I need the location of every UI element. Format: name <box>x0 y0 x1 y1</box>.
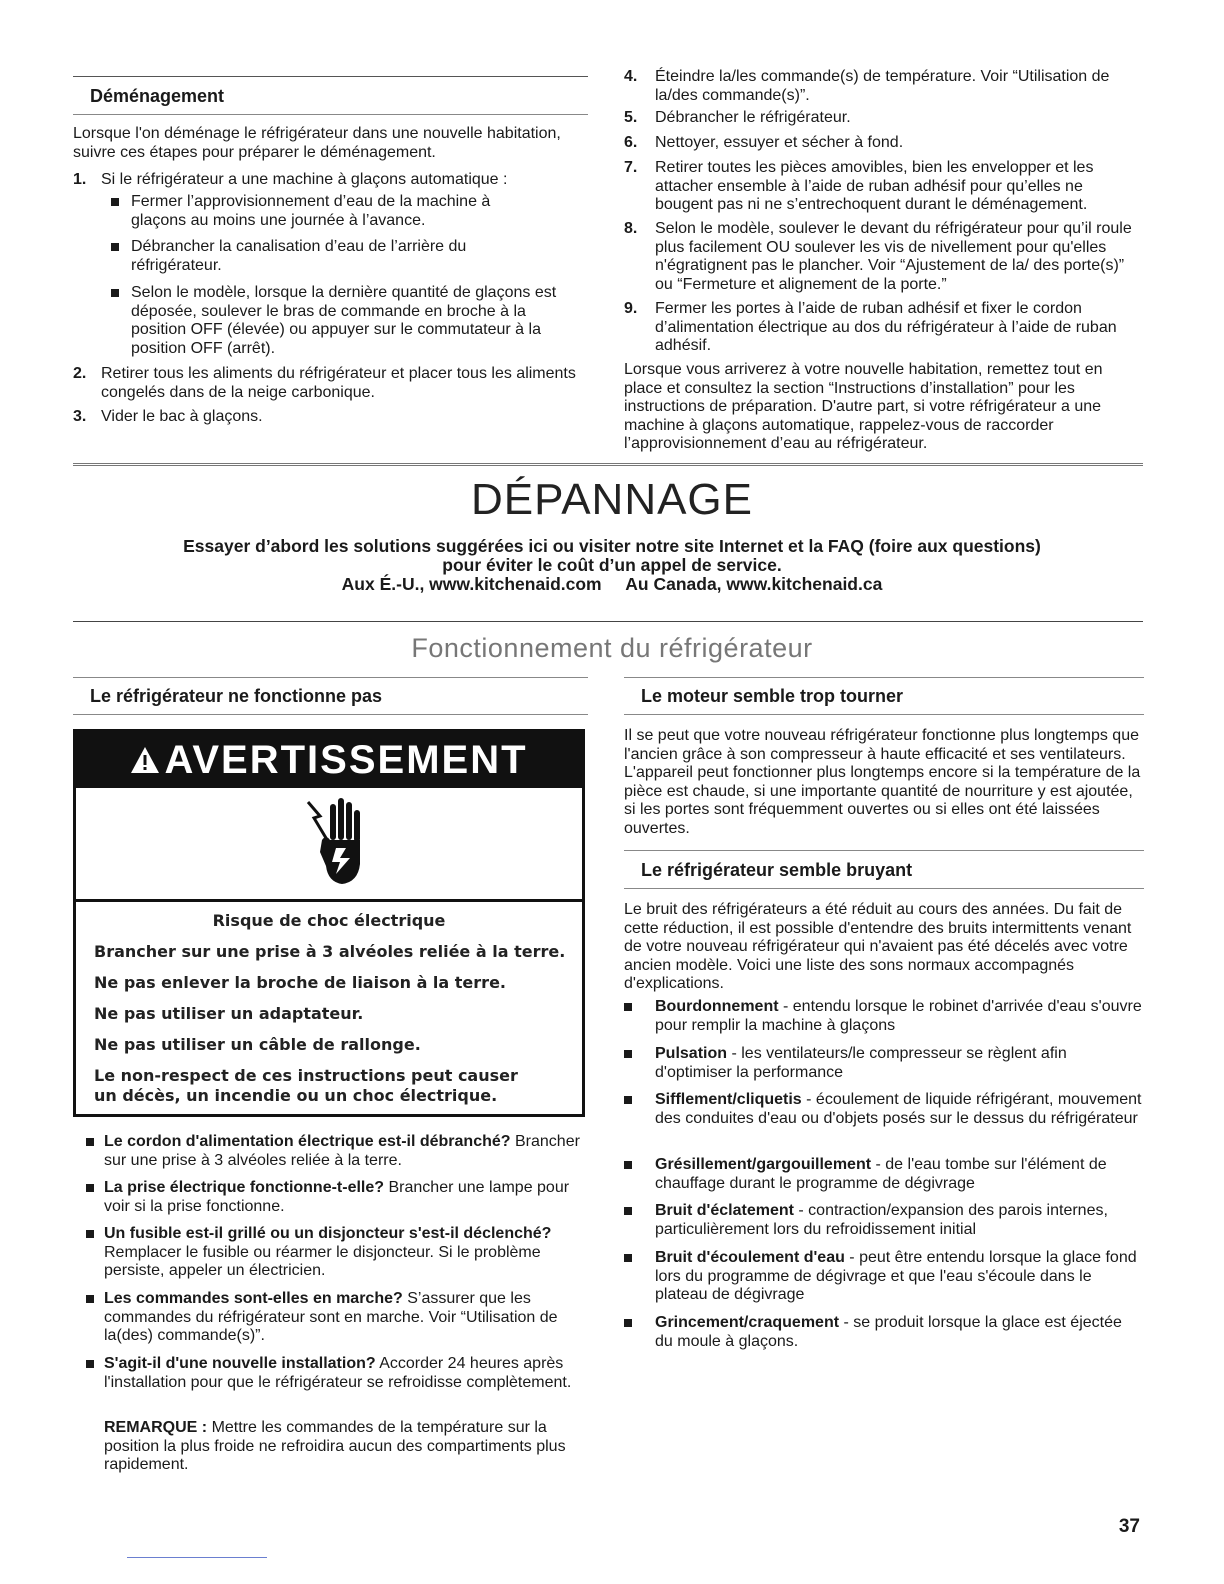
bullet-icon <box>624 1096 632 1104</box>
bullet-icon <box>86 1230 94 1238</box>
section-rule-top <box>73 76 588 77</box>
section-heading: Fonctionnement du réfrigérateur <box>411 633 813 663</box>
warning-box: AVERTISSEMENT Risque de choc électrique Brancher sur une prise à 3 alvéoles reliée à la terre. Ne pas enlever la broche de liaison à la terre. Ne pas utiliser un adaptateur. Ne pas utiliser un câble de rallonge. Le non-respect de ces instructions peut causer un décès, un incendie ou un choc électrique. <box>73 729 585 1117</box>
bullet-icon <box>624 1050 632 1058</box>
tagline: Essayer d’abord les solutions suggérées ici ou visiter notre site Internet et la FAQ (foire aux questions) pour éviter le coût d’un appel de service. Aux É.-U., www.kitchenaid.com Au Canada, www.kitchenaid.ca <box>183 536 1041 594</box>
list-item: 2. Retirer tous les aliments du réfrigérateur et placer tous les aliments congelés dans de la neige carbonique. <box>73 365 576 401</box>
section-rule <box>624 677 1144 678</box>
bullet-icon <box>86 1295 94 1303</box>
moving-title: Déménagement <box>90 86 225 106</box>
bullet-icon <box>86 1360 94 1368</box>
bullet-icon <box>624 1207 632 1215</box>
noisy-title: Le réfrigérateur semble bruyant <box>641 860 913 880</box>
bullet-icon <box>624 1319 632 1327</box>
list-item: Le cordon d'alimentation électrique est-il débranché? Brancher sur une prise à 3 alvéoles reliée à la terre. <box>86 1133 586 1170</box>
electric-shock-hand-icon <box>306 794 366 894</box>
list-item: Grésillement/gargouillement - de l'eau tombe sur l'élément de chauffage durant le programme de dégivrage <box>624 1156 1144 1193</box>
note: REMARQUE : Mettre les commandes de la température sur la position la plus froide ne refroidira aucun des compartiments plus rapidement. <box>104 1419 566 1473</box>
list-item: 6. Nettoyer, essuyer et sécher à fond. <box>624 134 904 151</box>
list-item: 9. Fermer les portes à l’aide de ruban adhésif et fixer le cordon d’alimentation électrique au dos du réfrigérateur à l’aide de ruban adhésif. <box>624 300 1117 354</box>
list-item: Sifflement/cliquetis - écoulement de liquide réfrigérant, mouvement des conduites d'eau ou d'objets posés sur le dessus du réfrigérateur <box>624 1091 1144 1128</box>
section-rule <box>73 114 588 115</box>
bullet-icon <box>624 1003 632 1011</box>
page-number: 37 <box>1118 1516 1140 1537</box>
bullet-icon <box>111 289 119 297</box>
section-rule <box>624 714 1144 715</box>
motor-title: Le moteur semble trop tourner <box>641 686 904 706</box>
list-item: S'agit-il d'une nouvelle installation? Accorder 24 heures après l'installation pour que le réfrigérateur se refroidisse complètement. <box>86 1355 586 1392</box>
footer-line <box>127 1557 267 1558</box>
list-item: Un fusible est-il grillé ou un disjoncteur s'est-il déclenché? Remplacer le fusible ou réarmer le disjoncteur. Si le problème persiste, appeler un électricien. <box>86 1225 586 1281</box>
moving-closing: Lorsque vous arriverez à votre nouvelle habitation, remettez tout en place et consultez la section “Instructions d’installation” pour les instructions de préparation. D'autre part, si votre réfrigérateur a une machine à glaçons automatique, rappelez-vous de raccorder l’approvisionnement d’eau au réfrigérateur. <box>624 361 1103 452</box>
list-item: 5. Débrancher le réfrigérateur. <box>624 109 851 126</box>
list-item: Pulsation - les ventilateurs/le compresseur se règlent afin d'optimiser la performance <box>624 1045 1144 1082</box>
bullet-icon <box>86 1138 94 1146</box>
warning-triangle-icon <box>130 734 160 764</box>
noisy-intro: Le bruit des réfrigérateurs a été réduit au cours des années. Du fait de cette réduction, il est possible d'entendre des bruits intermittents venant de votre nouveau réfrigérateur qui n'avaient pas été décelés avec votre ancien modèle. Voici une liste des sons normaux accompagnés d'explications. <box>624 901 1132 992</box>
list-item: 7. Retirer toutes les pièces amovibles, bien les envelopper et les attacher ensemble à l’aide de ruban adhésif pour qu’elles ne bougent pas ni ne s’entrechoquent durant le déménagement. <box>624 159 1094 213</box>
bullet-icon <box>111 198 119 206</box>
list-item: Bruit d'écoulement d'eau - peut être entendu lorsque la glace fond lors du programme de dégivrage et que l'eau s'écoule dans le plateau de dégivrage <box>624 1249 1144 1305</box>
list-item: 1. Si le réfrigérateur a une machine à glaçons automatique : <box>73 171 508 188</box>
warning-header: AVERTISSEMENT <box>76 732 582 788</box>
page-title: DÉPANNAGE <box>470 475 754 524</box>
section-rule <box>73 714 588 715</box>
motor-text: Il se peut que votre nouveau réfrigérateur fonctionne plus longtemps que l'ancien grâce à son compresseur à haute efficacité et ses ventilateurs. L'appareil peut fonctionner plus longtemps encore si la température de la pièce est chaude, si une importante quantité de nourriture y est ajoutée, si les portes sont fréquemment ouvertes ou si elles ont été laissées ouvertes. <box>624 727 1141 837</box>
moving-intro: Lorsque l'on déménage le réfrigérateur dans une nouvelle habitation, suivre ces étapes pour préparer le déménagement. <box>73 125 561 161</box>
list-item: 4. Éteindre la/les commande(s) de température. Voir “Utilisation de la/des commande(s)”. <box>624 68 1110 104</box>
section-rule <box>73 677 588 678</box>
section-rule <box>624 888 1144 889</box>
list-item: Bourdonnement - entendu lorsque le robinet d'arrivée d'eau s'ouvre pour remplir la machine à glaçons <box>624 998 1144 1035</box>
list-item: Grincement/craquement - se produit lorsque la glace est éjectée du moule à glaçons. <box>624 1314 1144 1351</box>
list-item: Bruit d'éclatement - contraction/expansion des parois internes, particulièrement lors du refroidissement initial <box>624 1202 1144 1239</box>
list-item: La prise électrique fonctionne-t-elle? Brancher une lampe pour voir si la prise fonctionne. <box>86 1179 586 1216</box>
sub-bullet: Fermer l’approvisionnement d’eau de la machine à glaçons au moins une journée à l’avance. <box>111 193 531 230</box>
list-item: Les commandes sont-elles en marche? S’assurer que les commandes du réfrigérateur sont en marche. Voir “Utilisation de la(des) commande(s)”. <box>86 1290 586 1346</box>
bullet-icon <box>624 1161 632 1169</box>
sub-bullet: Débrancher la canalisation d’eau de l’arrière du réfrigérateur. <box>111 238 531 275</box>
bullet-icon <box>624 1254 632 1262</box>
section-divider <box>73 463 1143 466</box>
section-rule <box>624 850 1144 851</box>
warning-divider <box>76 899 582 902</box>
bullet-icon <box>111 243 119 251</box>
list-item: 8. Selon le modèle, soulever le devant du réfrigérateur pour qu’il roule plus facilement OU soulever les vis de nivellement pour qu'elles n'égratignent pas le plancher. Voir “Ajustement de la/ des porte(s)” ou “Fermeture et alignement de la porte.” <box>624 220 1132 293</box>
not-working-title: Le réfrigérateur ne fonctionne pas <box>90 686 383 706</box>
section-rule <box>73 621 1143 622</box>
bullet-icon <box>86 1184 94 1192</box>
list-item: 3. Vider le bac à glaçons. <box>73 408 263 425</box>
sub-bullet: Selon le modèle, lorsque la dernière quantité de glaçons est déposée, soulever le bras de commande en broche à la position OFF (élevée) ou appuyer sur le commutateur à la position OFF (arrêt). <box>111 284 583 358</box>
